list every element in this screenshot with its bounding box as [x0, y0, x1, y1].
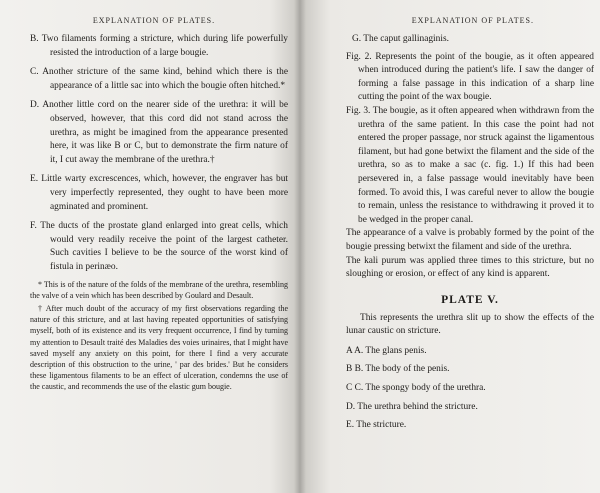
- entry-b: B. Two filaments forming a stricture, which during life powerfully resisted the introduction of a large bougie.: [30, 34, 288, 58]
- plate-item-cc: C C. The spongy body of the urethra.: [346, 383, 486, 394]
- footnotes: [30, 279, 288, 393]
- entry-c: C. Another stricture of the same kind, behind which there is the appearance of a little sac into which the bougie often hitched.*: [30, 67, 288, 91]
- running-head-right: EXPLANATION OF PLATES.: [411, 16, 534, 25]
- fig-3-description: Fig. 3. The bougie, as it often appeared when withdrawn from the urethra of the same patient. In this case the point had not entered the proper passage, nor struck against the ligamentous filament, but had gone betwixt the filament and the side of the urethra, so as to make a sac (c. fig. 1.) If this had been persevered in, a false passage would inevitably have been formed. To avoid this, I was careful never to allow the bougie to remain, unless the resistance to withdrawing it proved it to be wedged in the proper canal.: [346, 105, 594, 225]
- entry-g: G. The caput gallinaginis.: [352, 34, 449, 44]
- fig-2-description: Fig. 2. Represents the point of the bougie, as it often appeared when introduced during the patient's life. I saw the danger of forming a false passage in this indication of a sharp line cutting the point of the wax bougie.: [346, 51, 594, 103]
- plate-item-bb: B B. The body of the penis.: [346, 364, 450, 375]
- plate-item-e: E. The stricture.: [346, 420, 407, 431]
- footnote-asterisk: * This is of the nature of the folds of the membrane of the urethra, resembling the valve of a vein which has been described by Goulard and Desault.: [30, 279, 288, 300]
- plate-intro: This represents the urethra slit up to show the effects of the lunar caustic on stricture.: [346, 312, 594, 337]
- right-page: [302, 0, 600, 493]
- running-head-left: EXPLANATION OF PLATES.: [92, 16, 216, 25]
- entry-e: E. Little warty excrescences, which, however, the engraver has but very imperfectly represented, they ought to have been more agminated and prominent.: [30, 174, 288, 212]
- footnote-dagger: † After much doubt of the accuracy of my first observations regarding the nature of this stricture, and at last having repeated opportunities of satisfying myself, both of its existence and its very frequent occurrence, I find by turning my attention to Desault traité des Maladies des voies urinaires, that I might have saved myself any anxiety on this point, for there I find a very accurate description of this obstruction to the urine, ' par des brides.' But he considers these ligamentous filaments to be an effect of ulceration, condemns the use of the caustic, and recommends the use of the elastic gum bougie.: [30, 303, 288, 392]
- plate-v-list: [346, 345, 594, 433]
- left-page: [0, 0, 298, 493]
- valve-paragraph: The appearance of a valve is probably formed by the point of the bougie pressing betwixt the filament and side of the urethra.: [346, 228, 594, 252]
- entry-f: F. The ducts of the prostate gland enlarged into great cells, which would very readily receive the point of the largest catheter. Such cavities I believe to be the source of the worst kind of fistula in perinæo.: [30, 221, 288, 272]
- entry-d: D. Another little cord on the nearer side of the urethra: it will be observed, however, that this cord did not stand across the urethra, as might be imagined from the appearance presented here, it was like B or C, but to demonstrate the firm nature of it, I cut away the membrane of the urethra.†: [30, 100, 288, 165]
- kali-paragraph: The kali purum was applied three times to this stricture, but no sloughing or erosion, or effect of any kind is apparent.: [346, 255, 594, 280]
- plate-item-d: D. The urethra behind the stricture.: [346, 401, 478, 412]
- plate-item-aa: A A. The glans penis.: [346, 345, 427, 356]
- plate-title: PLATE V.: [441, 293, 499, 306]
